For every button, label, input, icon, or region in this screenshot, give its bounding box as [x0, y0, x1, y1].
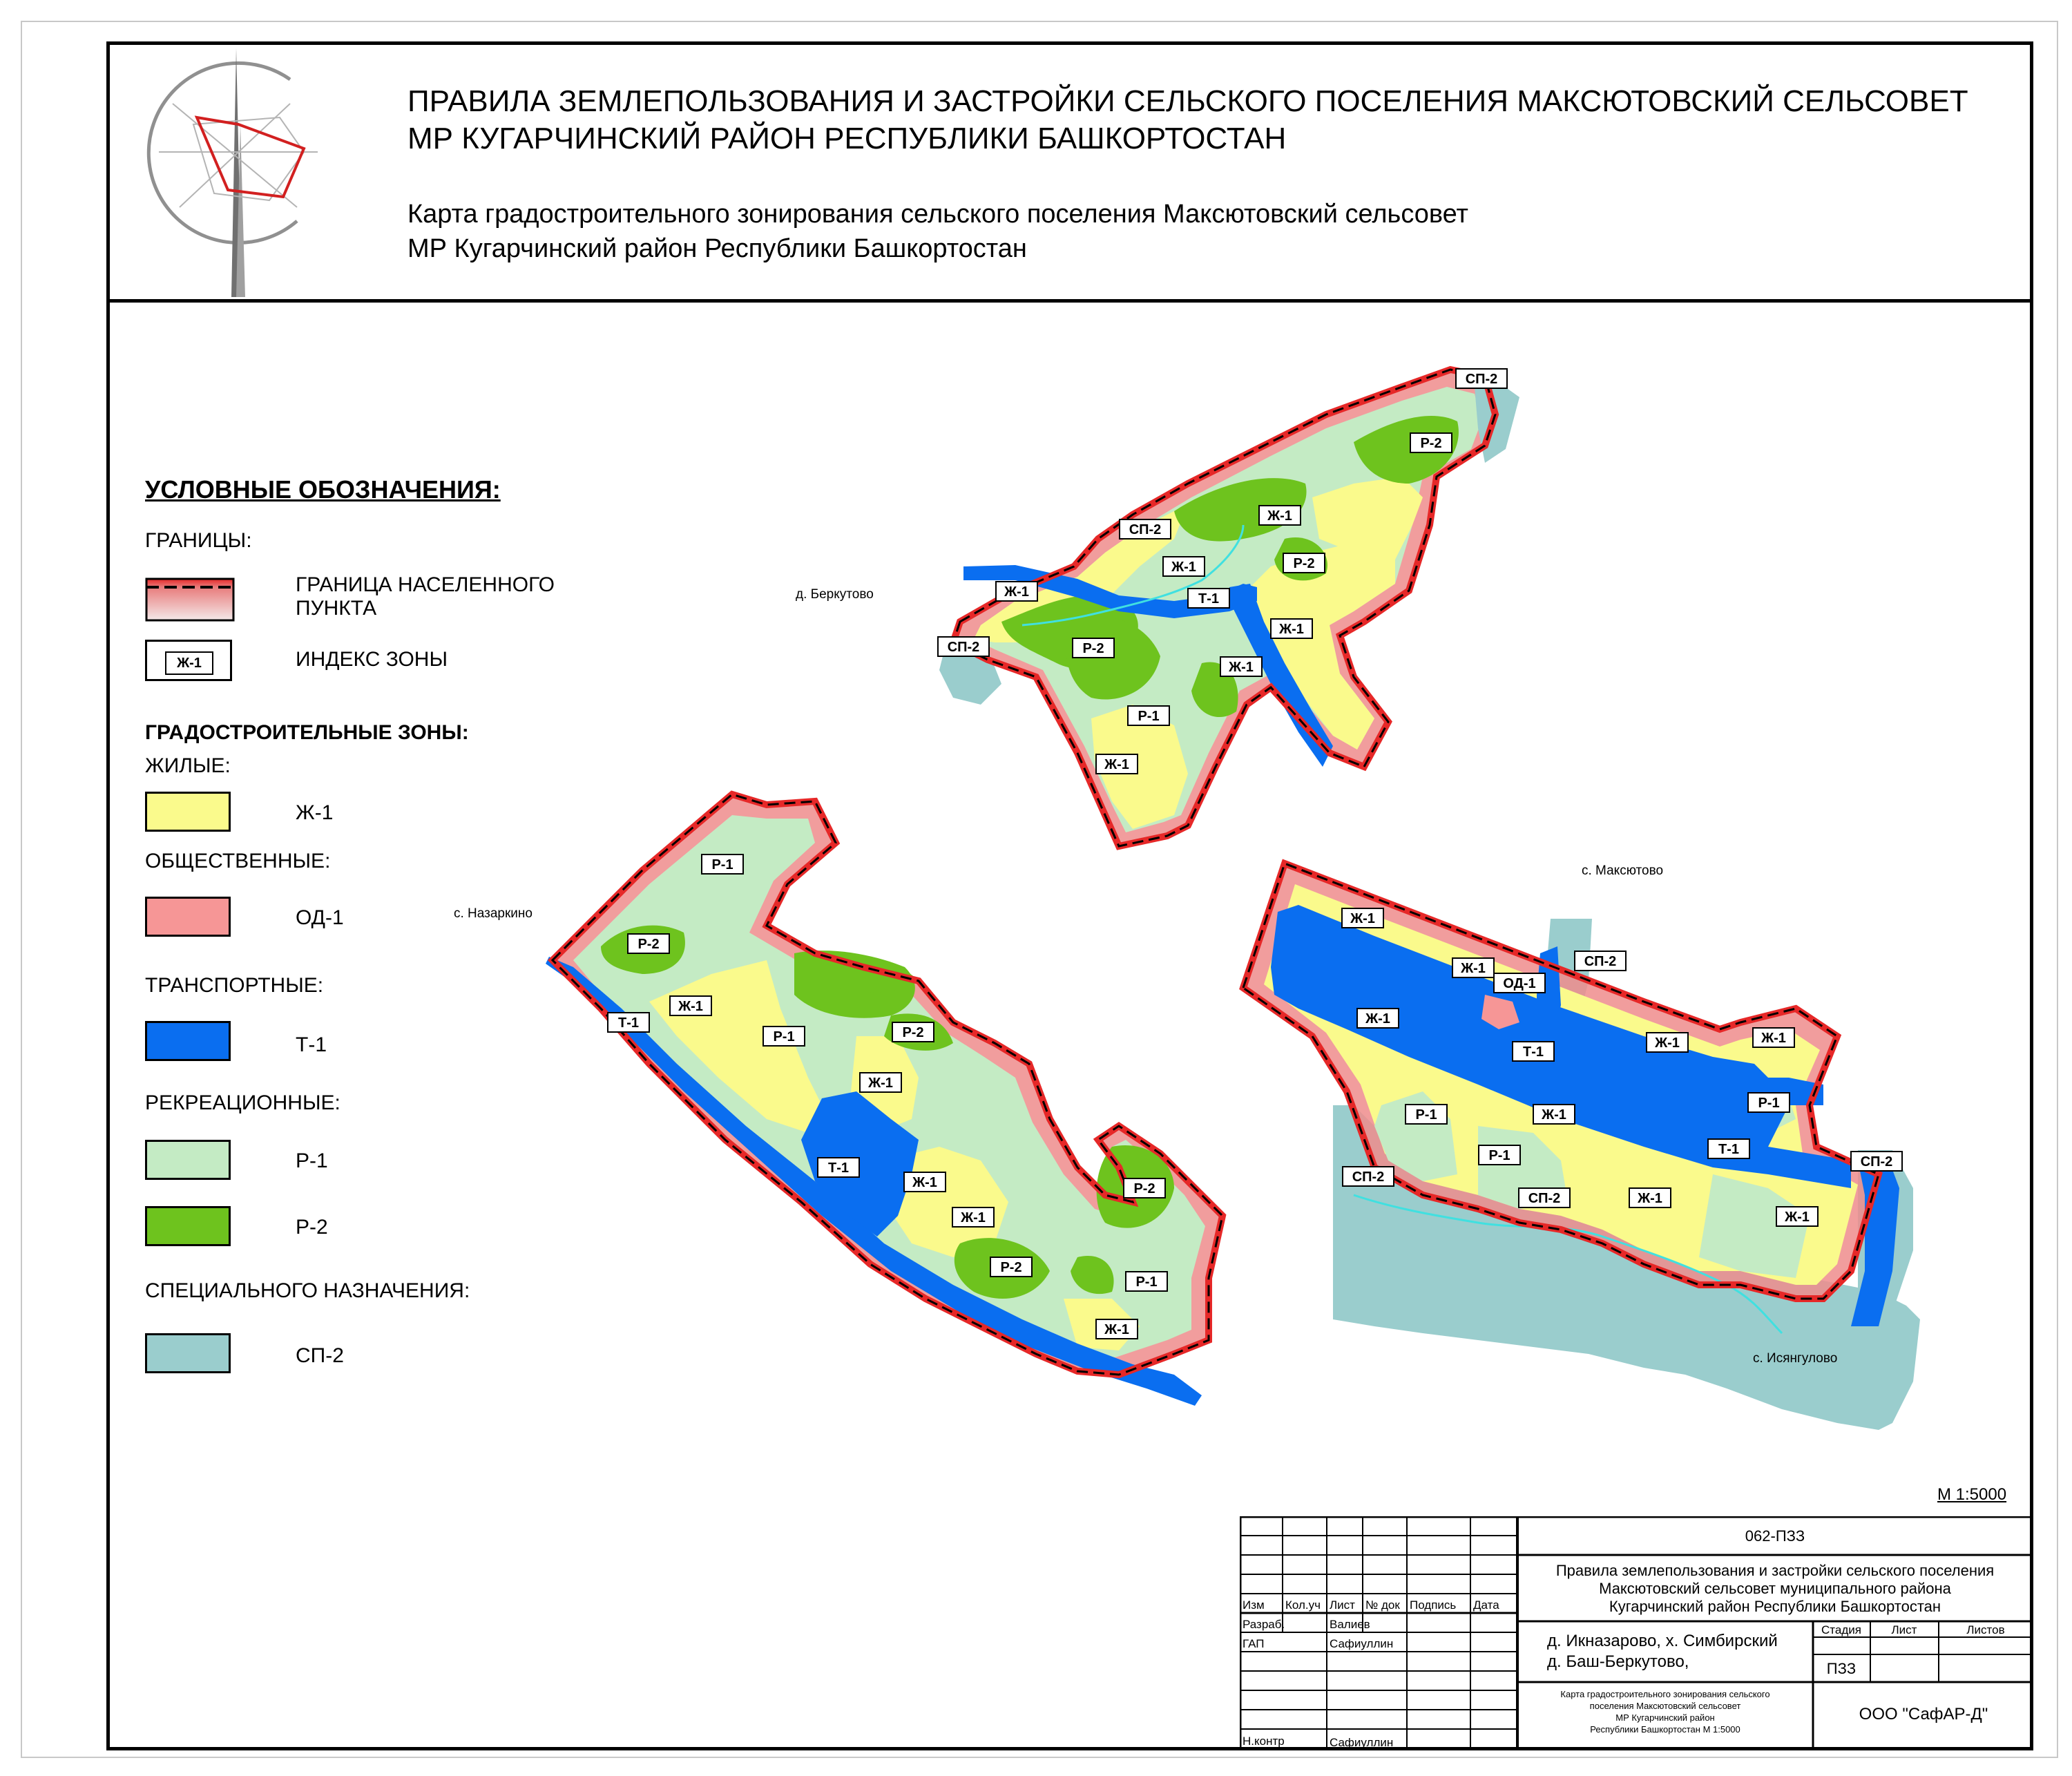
tb-stage-header: Стадия	[1821, 1623, 1861, 1636]
tb-role-nkontr: Н.контр	[1243, 1735, 1285, 1748]
settlement-boundary-label-line1: ГРАНИЦА НАСЕЛЕННОГО	[296, 573, 555, 596]
tb-description-line3: Кугарчинский район Республики Башкортостан	[1609, 1598, 1941, 1615]
zone-label	[1163, 557, 1205, 576]
tb-sheets-header: Листов	[1966, 1623, 2005, 1636]
zone-label	[938, 637, 989, 656]
zone-label-text: Ж-1	[1655, 1035, 1680, 1051]
legend-title: УСЛОВНЫЕ ОБОЗНАЧЕНИЯ:	[145, 475, 501, 504]
zone-label	[1343, 1167, 1394, 1186]
zone-label	[1342, 908, 1383, 928]
zone-label-text: СП-2	[1584, 954, 1617, 969]
zone-label	[860, 1073, 901, 1092]
od1-label: ОД-1	[296, 906, 344, 929]
zone-label	[904, 1172, 946, 1192]
zone-label-text: Ж-1	[1171, 560, 1196, 575]
settlement-nazarkino	[546, 794, 1222, 1406]
settlement-maksyutovo	[1243, 863, 1920, 1430]
special-caption: СПЕЦИАЛЬНОГО НАЗНАЧЕНИЯ:	[145, 1279, 470, 1302]
zone-label	[1753, 1028, 1794, 1047]
title-line-1: ПРАВИЛА ЗЕМЛЕПОЛЬЗОВАНИЯ И ЗАСТРОЙКИ СЕЛЬСКОГО ПОСЕЛЕНИЯ МАКСЮТОВСКИЙ СЕЛЬСОВЕТ	[407, 84, 1968, 118]
zone-label-text: Р-1	[1488, 1148, 1510, 1163]
public-caption: ОБЩЕСТВЕННЫЕ:	[145, 850, 331, 872]
zone-label-text: Р-2	[1420, 436, 1442, 451]
subtitle-line-2: МР Кугарчинский район Республики Башкортостан	[407, 234, 1027, 263]
zone-label-text: Ж-1	[1104, 757, 1129, 772]
place-name-nazarkino: с. Назаркино	[454, 906, 533, 921]
tb-role-gap: ГАП	[1243, 1637, 1265, 1650]
zone-label	[1513, 1042, 1554, 1061]
tb-col-podpis: Подпись	[1410, 1598, 1457, 1612]
tb-description-line1: Правила землепользования и застройки сельского поселения	[1555, 1562, 1995, 1579]
zone-label	[763, 1027, 805, 1046]
zone-label-text: СП-2	[947, 640, 980, 655]
zone-label	[1271, 619, 1312, 638]
zone-label	[1096, 1319, 1138, 1339]
place-name-isyangulovo: с. Исянгулово	[1753, 1351, 1838, 1366]
tb-stage-value: ПЗЗ	[1826, 1660, 1857, 1677]
zone-label-text: СП-2	[1528, 1191, 1561, 1206]
zone-label	[1406, 1105, 1447, 1124]
residential-caption: ЖИЛЫЕ:	[145, 754, 231, 777]
zone-label-text: Р-2	[637, 937, 660, 952]
zone-label	[952, 1207, 994, 1227]
legend-zones-caption: ГРАДОСТРОИТЕЛЬНЫЕ ЗОНЫ:	[145, 721, 469, 744]
zone-label	[1220, 657, 1262, 676]
zone-label-text: Р-1	[711, 857, 733, 872]
zone-label	[996, 582, 1037, 601]
tb-company: ООО "СафАР-Д"	[1859, 1705, 1988, 1724]
tb-name-nkontr: Сафиуллин	[1330, 1736, 1394, 1749]
tb-description-line2: Максютовский сельсовет муниципального района	[1599, 1580, 1951, 1597]
transport-caption: ТРАНСПОРТНЫЕ:	[145, 974, 324, 997]
zone-label-text: Ж-1	[1229, 660, 1254, 675]
tb-name-gap: Сафиуллин	[1330, 1637, 1394, 1650]
zone-label-text: Т-1	[618, 1015, 639, 1031]
zone-label-text: Ж-1	[1267, 508, 1292, 524]
zone-label-text: Ж-1	[1350, 911, 1375, 926]
subtitle-line-1: Карта градостроительного зонирования сельского поселения Максютовский сельсовет	[407, 200, 1468, 229]
zone-label	[1479, 1145, 1520, 1165]
zone-label	[990, 1257, 1032, 1277]
tb-sheet-title-line2: поселения Максютовский сельсовет	[1589, 1701, 1741, 1711]
zone-label-text: Ж-1	[1461, 961, 1486, 976]
zone-label	[1124, 1178, 1165, 1198]
zone-label-text: Ж-1	[912, 1175, 937, 1190]
title-block	[1240, 1516, 2033, 1750]
zone-label-text: СП-2	[1352, 1169, 1385, 1185]
tb-role-razrab: Разраб.	[1243, 1618, 1285, 1631]
zone-label	[1410, 433, 1452, 452]
map-scale: М 1:5000	[1937, 1485, 2007, 1504]
zone-label-text: Р-2	[1133, 1181, 1155, 1196]
title-line-2: МР КУГАРЧИНСКИЙ РАЙОН РЕСПУБЛИКИ БАШКОРТОСТАН	[407, 122, 1287, 155]
zone-label	[1519, 1188, 1570, 1207]
zone-label	[1073, 638, 1114, 658]
tb-col-data: Дата	[1473, 1598, 1499, 1612]
zone-label-text: Ж-1	[1785, 1210, 1810, 1225]
zone-label-text: Т-1	[1718, 1142, 1739, 1157]
zone-label	[1575, 951, 1626, 971]
zone-label	[1120, 519, 1171, 539]
tb-col-list: Лист	[1330, 1598, 1355, 1612]
zone-label-text: Р-2	[1293, 556, 1315, 571]
zone-label-text: Ж-1	[1542, 1107, 1566, 1123]
zone-label-text: СП-2	[1860, 1154, 1893, 1169]
tb-locations-line2: д. Баш-Беркутово,	[1547, 1652, 1689, 1671]
zone-label-text: СП-2	[1465, 372, 1498, 387]
zone-label	[1851, 1152, 1902, 1171]
zone-label	[1629, 1188, 1671, 1207]
place-name-maksyutovo: с. Максютово	[1582, 863, 1664, 878]
zone-label-text: Р-1	[1415, 1107, 1437, 1123]
tb-doc-code: 062-ПЗЗ	[1745, 1527, 1805, 1545]
zone-label	[1096, 754, 1138, 774]
zone-label	[1126, 1272, 1167, 1291]
zone-label	[1188, 589, 1229, 608]
zone-label	[1452, 958, 1494, 977]
zone-label-text: Т-1	[1523, 1044, 1544, 1060]
zone-label-text: Ж-1	[868, 1076, 893, 1091]
zone-label-text: Ж-1	[1638, 1191, 1662, 1206]
zone-label-text: Т-1	[1198, 591, 1219, 607]
zone-label	[1647, 1033, 1688, 1052]
zone-label-text: Ж-1	[1279, 622, 1304, 637]
zone-label-text: Ж-1	[678, 999, 703, 1014]
settlement-boundary-label-line2: ПУНКТА	[296, 597, 377, 620]
zone-label-text: Р-2	[902, 1025, 924, 1040]
tb-sheet-title-line1: Карта градостроительного зонирования сельского	[1560, 1689, 1770, 1699]
tb-sheet-title-line3: МР Кугарчинский район	[1615, 1712, 1715, 1723]
t1-label: Т-1	[296, 1033, 327, 1056]
zone-label-text: Т-1	[828, 1161, 849, 1176]
zone-label-text: Р-2	[1000, 1260, 1022, 1275]
tb-name-razrab: Валиев	[1330, 1618, 1370, 1631]
zone-index-sample: Ж-1	[165, 651, 213, 675]
recreation-caption: РЕКРЕАЦИОННЫЕ:	[145, 1091, 340, 1114]
legend-boundaries-caption: ГРАНИЦЫ:	[145, 529, 252, 552]
zone-label-text: ОД-1	[1503, 976, 1536, 991]
zone-label	[1259, 506, 1301, 525]
zone-label-text: Р-1	[1135, 1274, 1158, 1290]
r2-label: Р-2	[296, 1216, 328, 1239]
zone-label-text: Ж-1	[961, 1210, 986, 1225]
zone-label	[1533, 1105, 1575, 1124]
zone-label	[628, 934, 669, 953]
tb-sheet-title-line4: Республики Башкортостан М 1:5000	[1590, 1724, 1740, 1735]
zone-index-label: ИНДЕКС ЗОНЫ	[296, 648, 448, 671]
tb-locations-line1: д. Икназарово, х. Симбирский	[1547, 1632, 1778, 1650]
tb-col-ndok: № док	[1365, 1598, 1400, 1612]
sp2-label: СП-2	[296, 1344, 344, 1367]
zone-label	[1748, 1093, 1790, 1112]
zone-label-text: Р-2	[1082, 641, 1104, 656]
zone-label	[1494, 973, 1545, 993]
tb-col-kol: Кол.уч	[1285, 1598, 1321, 1612]
zone-label	[1283, 553, 1325, 573]
zone-label-text: Ж-1	[1004, 584, 1029, 600]
zone-label	[892, 1022, 934, 1042]
zone-label-text: Ж-1	[1761, 1031, 1786, 1046]
r1-label: Р-1	[296, 1149, 328, 1172]
zone-label-text: Ж-1	[1104, 1322, 1129, 1337]
zone-label-text: Р-1	[773, 1029, 795, 1044]
zone-label	[1776, 1207, 1818, 1226]
zone-label-text: СП-2	[1129, 522, 1162, 537]
zone-label	[1708, 1139, 1749, 1158]
zh1-label: Ж-1	[296, 801, 334, 824]
zone-label	[1357, 1009, 1399, 1028]
zone-label-text: Ж-1	[1365, 1011, 1390, 1027]
zone-label	[608, 1013, 649, 1032]
zone-label	[1128, 706, 1169, 725]
tb-sheet-header: Лист	[1891, 1623, 1917, 1636]
zone-label-text: Р-1	[1138, 709, 1160, 724]
place-name-berkutovo: д. Беркутово	[796, 587, 874, 602]
zone-label	[670, 996, 711, 1015]
zone-label	[818, 1158, 859, 1177]
tb-col-izm: Изм	[1243, 1598, 1265, 1612]
zone-label	[1456, 369, 1507, 388]
zone-label-text: Р-1	[1758, 1096, 1780, 1111]
zone-label	[702, 854, 743, 874]
